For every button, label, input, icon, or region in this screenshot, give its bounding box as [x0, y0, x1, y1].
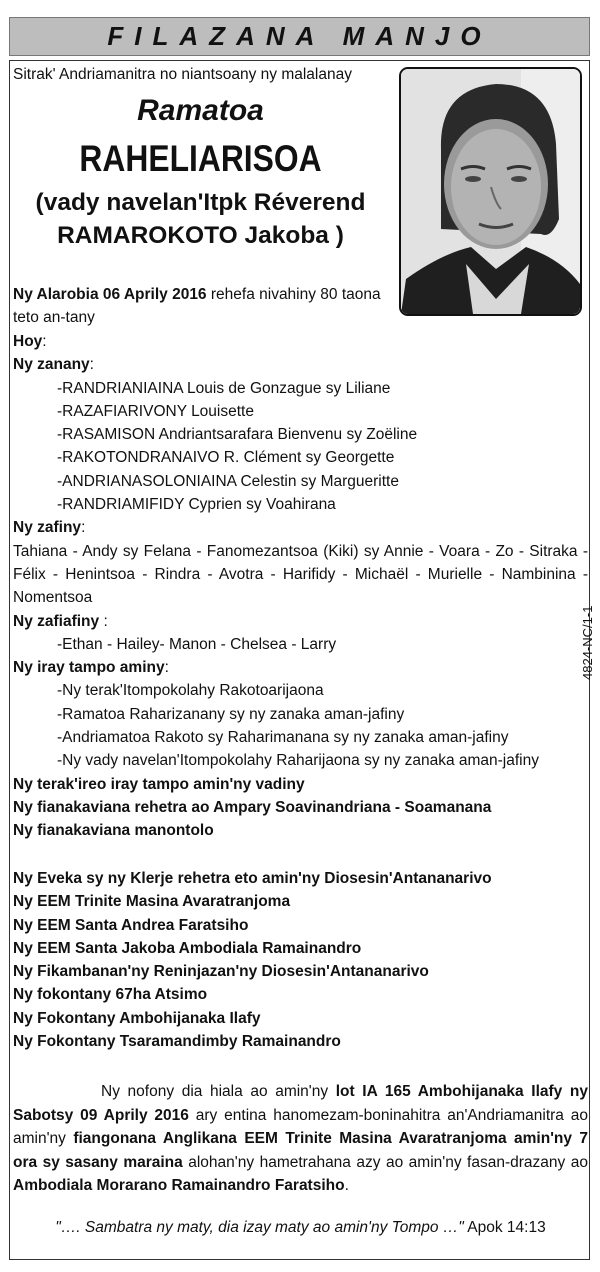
- zafiafiny-names: -Ethan - Hailey- Manon - Chelsea - Larry: [57, 635, 337, 653]
- reference-code: 4824-NC/1-1: [580, 605, 595, 680]
- org-line: Ny Fokontany Ambohijanaka Ilafy: [13, 1009, 261, 1027]
- spouse-info: [13, 186, 388, 252]
- org-line: Ny EEM Santa Jakoba Ambodiala Ramainandro: [13, 939, 362, 957]
- zafiafiny-label: Ny zafiafiny :: [13, 612, 108, 630]
- deceased-name: RAHELIARISOA: [79, 138, 322, 179]
- death-date: Ny Alarobia 06 Aprily 2016: [13, 286, 207, 303]
- hoy-label: Hoy:: [13, 333, 47, 350]
- portrait-image: [401, 69, 580, 314]
- list-item: -Ny terak'Itompokolahy Rakotoarijaona: [57, 682, 324, 700]
- quote-text: "…. Sambatra ny maty, dia izay maty ao amin'ny Tompo …": [55, 1219, 464, 1236]
- death-line-2: teto an-tany: [13, 309, 95, 327]
- bible-quote: [13, 1219, 588, 1237]
- honorific: Ramatoa: [137, 94, 264, 127]
- family-line: Ny fianakaviana rehetra ao Ampary Soavinandriana - Soamanana: [13, 798, 492, 816]
- org-line: Ny Eveka sy ny Klerje rehetra eto amin'ny Diosesin'Antananarivo: [13, 870, 492, 887]
- list-item: -Ramatoa Raharizanany sy ny zanaka aman-jafiny: [57, 705, 405, 723]
- zafiny-names: Tahiana - Andy sy Felana - Fanomezantsoa (Kiki) sy Annie - Voara - Zo - Sitraka - Félix - Henintsoa - Rindra - Avotra - Harifidy - Michaël - Murielle - Nambinina - Nomentsoa: [13, 542, 588, 607]
- death-line: [13, 283, 393, 306]
- list-item: -RAKOTONDRANAIVO R. Clément sy Georgette: [57, 449, 395, 467]
- zanany-label: Ny zanany:: [13, 356, 94, 374]
- organizations-section: [13, 867, 588, 1053]
- death-age: rehefa nivahiny 80 taona: [206, 286, 381, 303]
- list-item: -Andriamatoa Rakoto sy Raharimanana sy ny zanaka aman-jafiny: [57, 729, 509, 747]
- org-line: Ny fokontany 67ha Atsimo: [13, 986, 208, 1004]
- intro-line: Sitrak' Andriamanitra no niantsoany ny malalanay: [13, 66, 352, 83]
- funeral-details: Ny nofony dia hiala ao amin'ny lot IA 165 Ambohijanaka Ilafy ny Sabotsy 09 Aprily 2016 ary entina hanomezam-boninahitra an'Andriamanitra ao amin'ny fiangonana Anglikana EEM Trinite Masina Avaratranjoma amin'ny 7 ora sy sasany maraina alohan'ny hametrahana azy ao amin'ny fasan-drazany ao Ambodiala Morarano Ramainandro Faratsiho.: [13, 1083, 589, 1194]
- spouse-line-2: RAMAROKOTO Jakoba ): [57, 222, 344, 249]
- zafiny-label: Ny zafiny:: [13, 519, 86, 537]
- family-line: Ny terak'ireo iray tampo amin'ny vadiny: [13, 775, 305, 793]
- family-line: Ny fianakaviana manontolo: [13, 822, 214, 840]
- list-item: -ANDRIANASOLONIAINA Celestin sy Margueritte: [57, 472, 399, 490]
- portrait-photo: [399, 67, 582, 316]
- spouse-line-1: (vady navelan'Itpk Réverend: [35, 189, 366, 216]
- quote-reference: Apok 14:13: [463, 1219, 546, 1236]
- list-item: -RANDRIAMIFIDY Cyprien sy Voahirana: [57, 496, 336, 514]
- list-item: -RASAMISON Andriantsarafara Bienvenu sy Zoëline: [57, 426, 418, 444]
- notice-header: [9, 17, 590, 56]
- org-line: Ny Fokontany Tsaramandimby Ramainandro: [13, 1033, 341, 1051]
- list-item: -Ny vady navelan'Itompokolahy Raharijaona sy ny zanaka aman-jafiny: [57, 752, 539, 770]
- org-line: Ny EEM Trinite Masina Avaratranjoma: [13, 893, 291, 911]
- tampo-label: Ny iray tampo aminy:: [13, 659, 169, 677]
- list-item: -RANDRIANIAINA Louis de Gonzague sy Liliane: [57, 379, 391, 397]
- death-announcement: [13, 283, 393, 330]
- list-item: -RAZAFIARIVONY Louisette: [57, 402, 254, 420]
- org-line: Ny Fikambanan'ny Reninjazan'ny Diosesin'Antananarivo: [13, 963, 429, 981]
- header-title: FILAZANA MANJO: [107, 21, 492, 51]
- family-section: [13, 330, 588, 843]
- org-line: Ny EEM Santa Andrea Faratsiho: [13, 916, 249, 934]
